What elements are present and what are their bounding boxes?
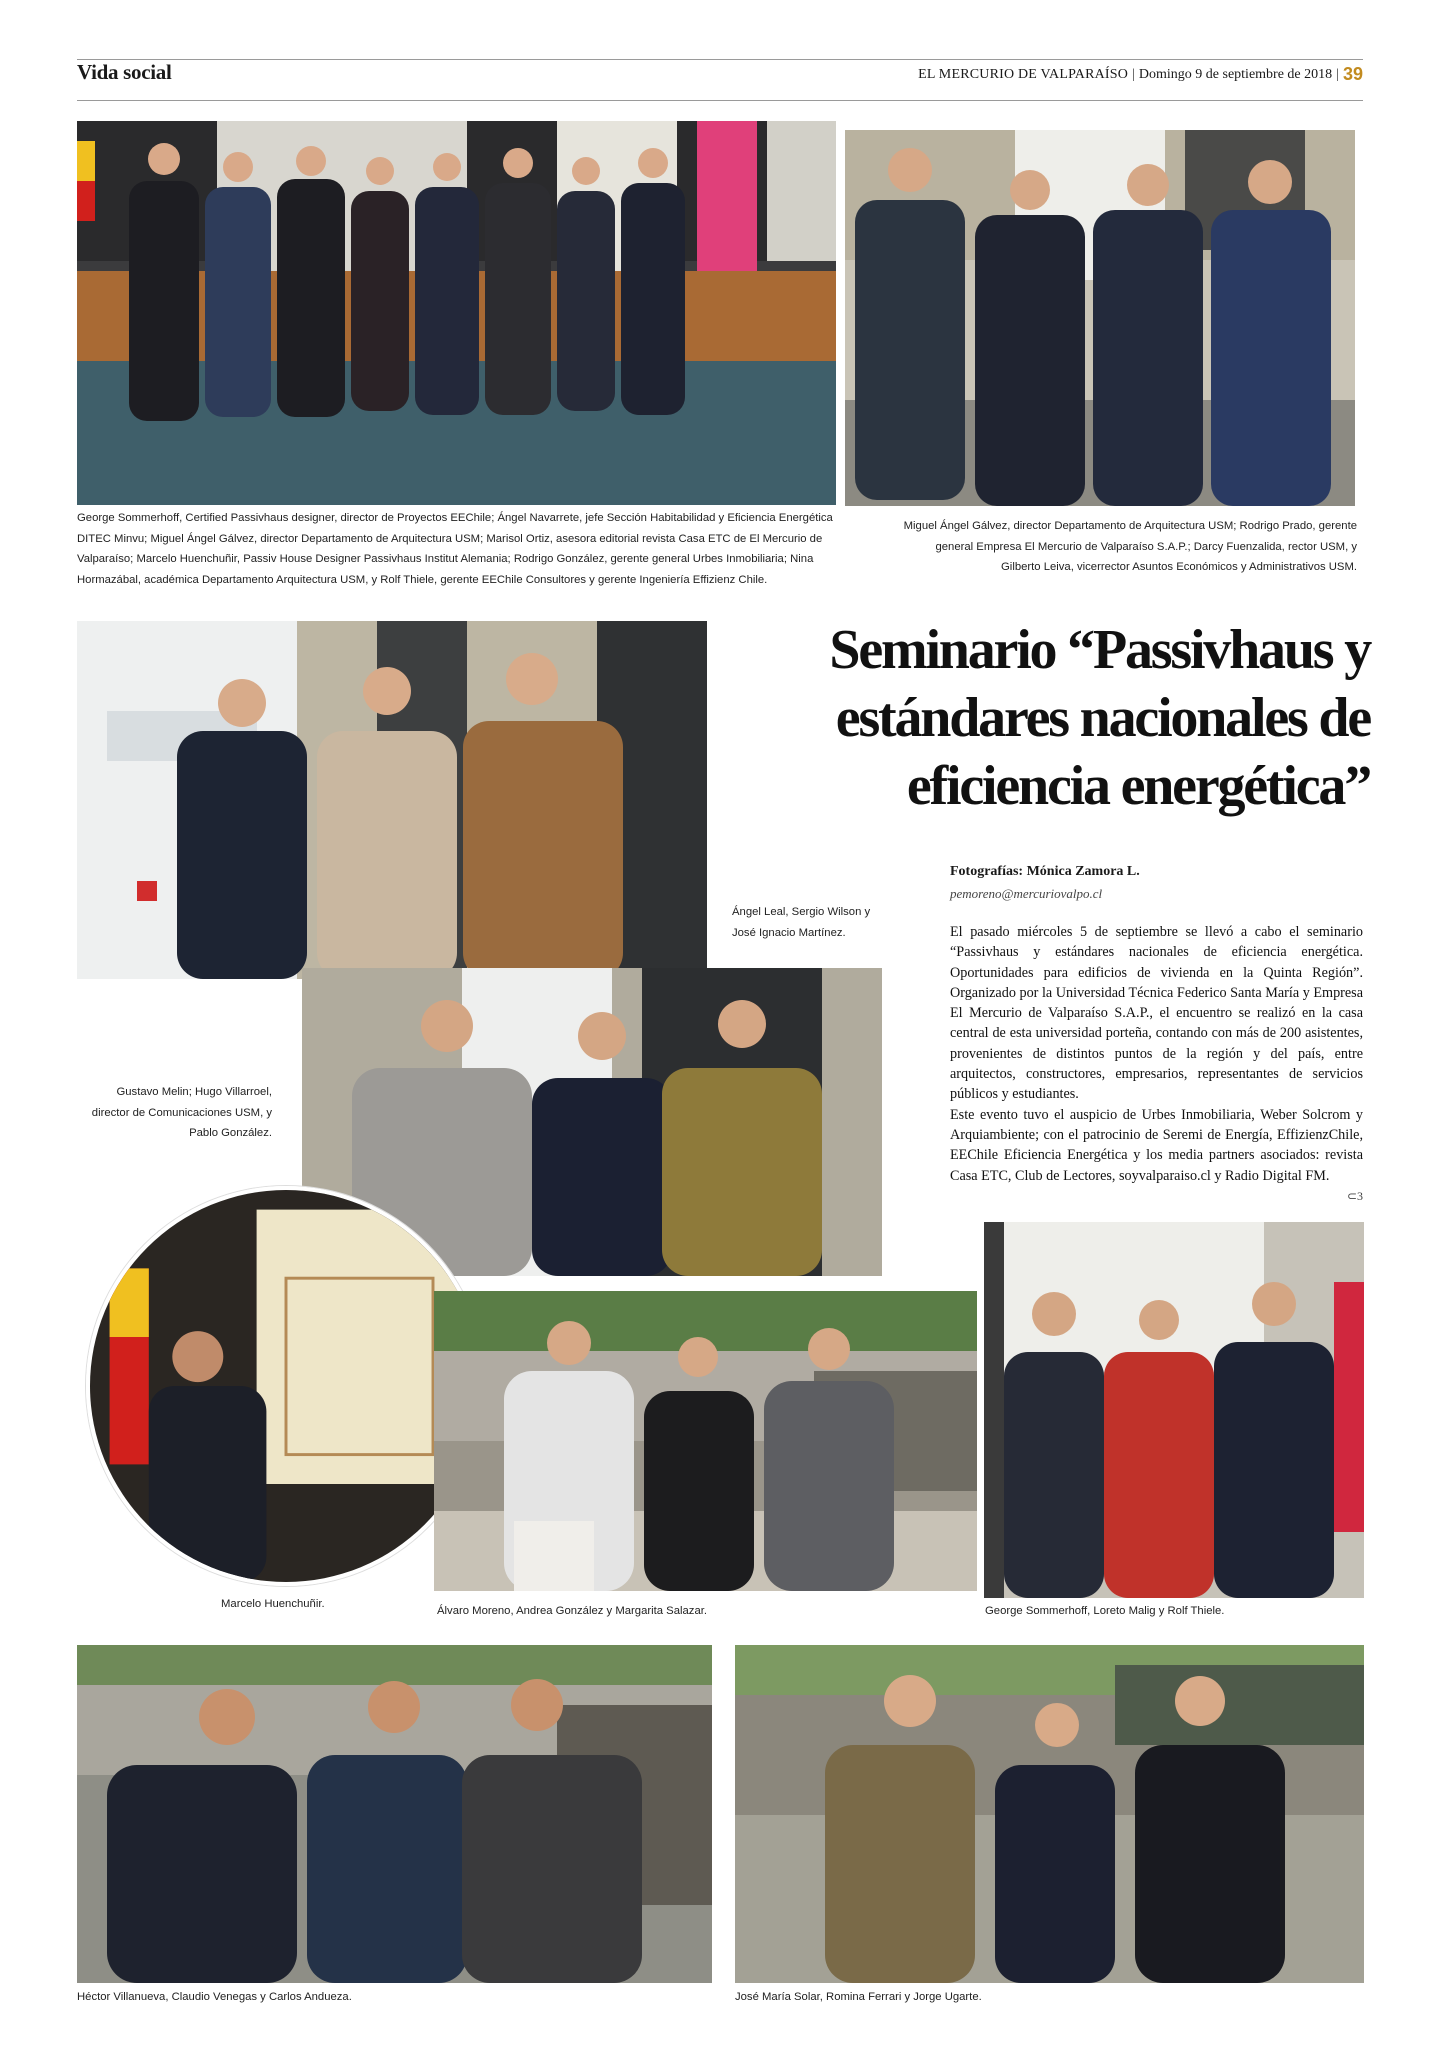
photo-three-people-interior bbox=[984, 1222, 1364, 1598]
photo-speaker-circle bbox=[86, 1186, 486, 1586]
photo-three-people-outdoor bbox=[434, 1291, 977, 1591]
header-bottom-rule bbox=[77, 100, 1363, 101]
photo-credit: Fotografías: Mónica Zamora L. bbox=[950, 864, 1140, 879]
photo-four-men bbox=[845, 130, 1355, 506]
masthead-separator-2: | bbox=[1336, 66, 1339, 82]
caption-four-men: Miguel Ángel Gálvez, director Departamento de Arquitectura USM; Rodrigo Prado, gerente general Empresa El Mercurio de Valparaíso S.A.P.; Darcy Fuenzalida, rector USM, y Gilberto Leiva, vicerrector Asuntos Económicos y Administrativos USM. bbox=[903, 520, 1357, 573]
article-headline bbox=[730, 616, 1370, 820]
article-body bbox=[950, 922, 1363, 1206]
masthead bbox=[918, 64, 1363, 85]
article-paragraph-1: El pasado miércoles 5 de septiembre se llevó a cabo el seminario “Passivhaus y estándares nacionales de eficiencia energética. Oportunidades para edificios de vivienda en la Quinta Región”. Organizado por la Universidad Técnica Federico Santa María y Empresa El Mercurio de Valparaíso S.A.P., el encuentro se realizó en la casa central de esta universidad porteña, contando con más de 200 asistentes, provenientes de distintos puntos de la región y del país, entre arquitectos, constructores, empresarios, representantes de servicios públicos y estudiantes. bbox=[950, 924, 1363, 1103]
headline-line-2: estándares nacionales de bbox=[835, 687, 1370, 749]
photo-three-men-outdoor bbox=[77, 1645, 712, 1983]
issue-date: Domingo 9 de septiembre de 2018 bbox=[1138, 66, 1333, 82]
author-email: pemoreno@mercuriovalpo.cl bbox=[950, 886, 1103, 901]
caption-three-people-outdoor: Álvaro Moreno, Andrea González y Margarita Salazar. bbox=[437, 1605, 708, 1617]
caption-three-men-outdoor: Héctor Villanueva, Claudio Venegas y Carlos Andueza. bbox=[77, 1991, 352, 2003]
end-mark: ⊂3 bbox=[1346, 1188, 1363, 1203]
photo-three-men-banner bbox=[77, 621, 707, 979]
photo-group-eight bbox=[77, 121, 836, 505]
caption-three-people-interior: George Sommerhoff, Loreto Malig y Rolf Thiele. bbox=[985, 1605, 1225, 1617]
caption-speaker-circle: Marcelo Huenchuñir. bbox=[221, 1598, 325, 1610]
masthead-separator: | bbox=[1132, 66, 1135, 82]
caption-three-men-banner: Ángel Leal, Sergio Wilson y José Ignacio Martínez. bbox=[732, 906, 871, 939]
newspaper-name: EL MERCURIO DE VALPARAÍSO bbox=[918, 66, 1129, 82]
caption-three-men-second: Gustavo Melin; Hugo Villarroel, director de Comunicaciones USM, y Pablo González. bbox=[91, 1086, 272, 1139]
headline-line-1: Seminario “Passivhaus y bbox=[829, 619, 1370, 681]
article-paragraph-2: Este evento tuvo el auspicio de Urbes Inmobiliaria, Weber Solcrom y Arquiambiente; con el patrocinio de Seremi de Energía, EffizienzChile, EEChile Eficiencia Energética y los media partners asociados: revista Casa ETC, Club de Lectores, soyvalparaiso.cl y Radio Digital FM. bbox=[950, 1106, 1363, 1184]
section-name: Vida social bbox=[77, 60, 172, 84]
caption-group-eight: George Sommerhoff, Certified Passivhaus designer, director de Proyectos EEChile; Ángel Navarrete, jefe Sección Habitabilidad y Eficiencia Energética DITEC Minvu; Miguel Ángel Gálvez, director Departamento de Arquitectura USM; Marisol Ortiz, asesora editorial revista Casa ETC de El Mercurio de Valparaíso; Marcelo Huenchuñir, Passiv House Designer Passivhaus Institut Alemania; Rodrigo González, gerente general Urbes Inmobiliaria; Nina Hormazábal, académica Departamento Arquitectura USM, y Rolf Thiele, gerente EEChile Consultores y gerente Ingeniería Effizienz Chile. bbox=[77, 512, 833, 586]
photo-two-men-one-woman bbox=[735, 1645, 1364, 1983]
page-number: 39 bbox=[1342, 64, 1363, 84]
headline-line-3: eficiencia energética” bbox=[906, 755, 1370, 817]
header-top-rule bbox=[77, 59, 1363, 60]
caption-two-men-one-woman: José María Solar, Romina Ferrari y Jorge Ugarte. bbox=[735, 1991, 982, 2003]
